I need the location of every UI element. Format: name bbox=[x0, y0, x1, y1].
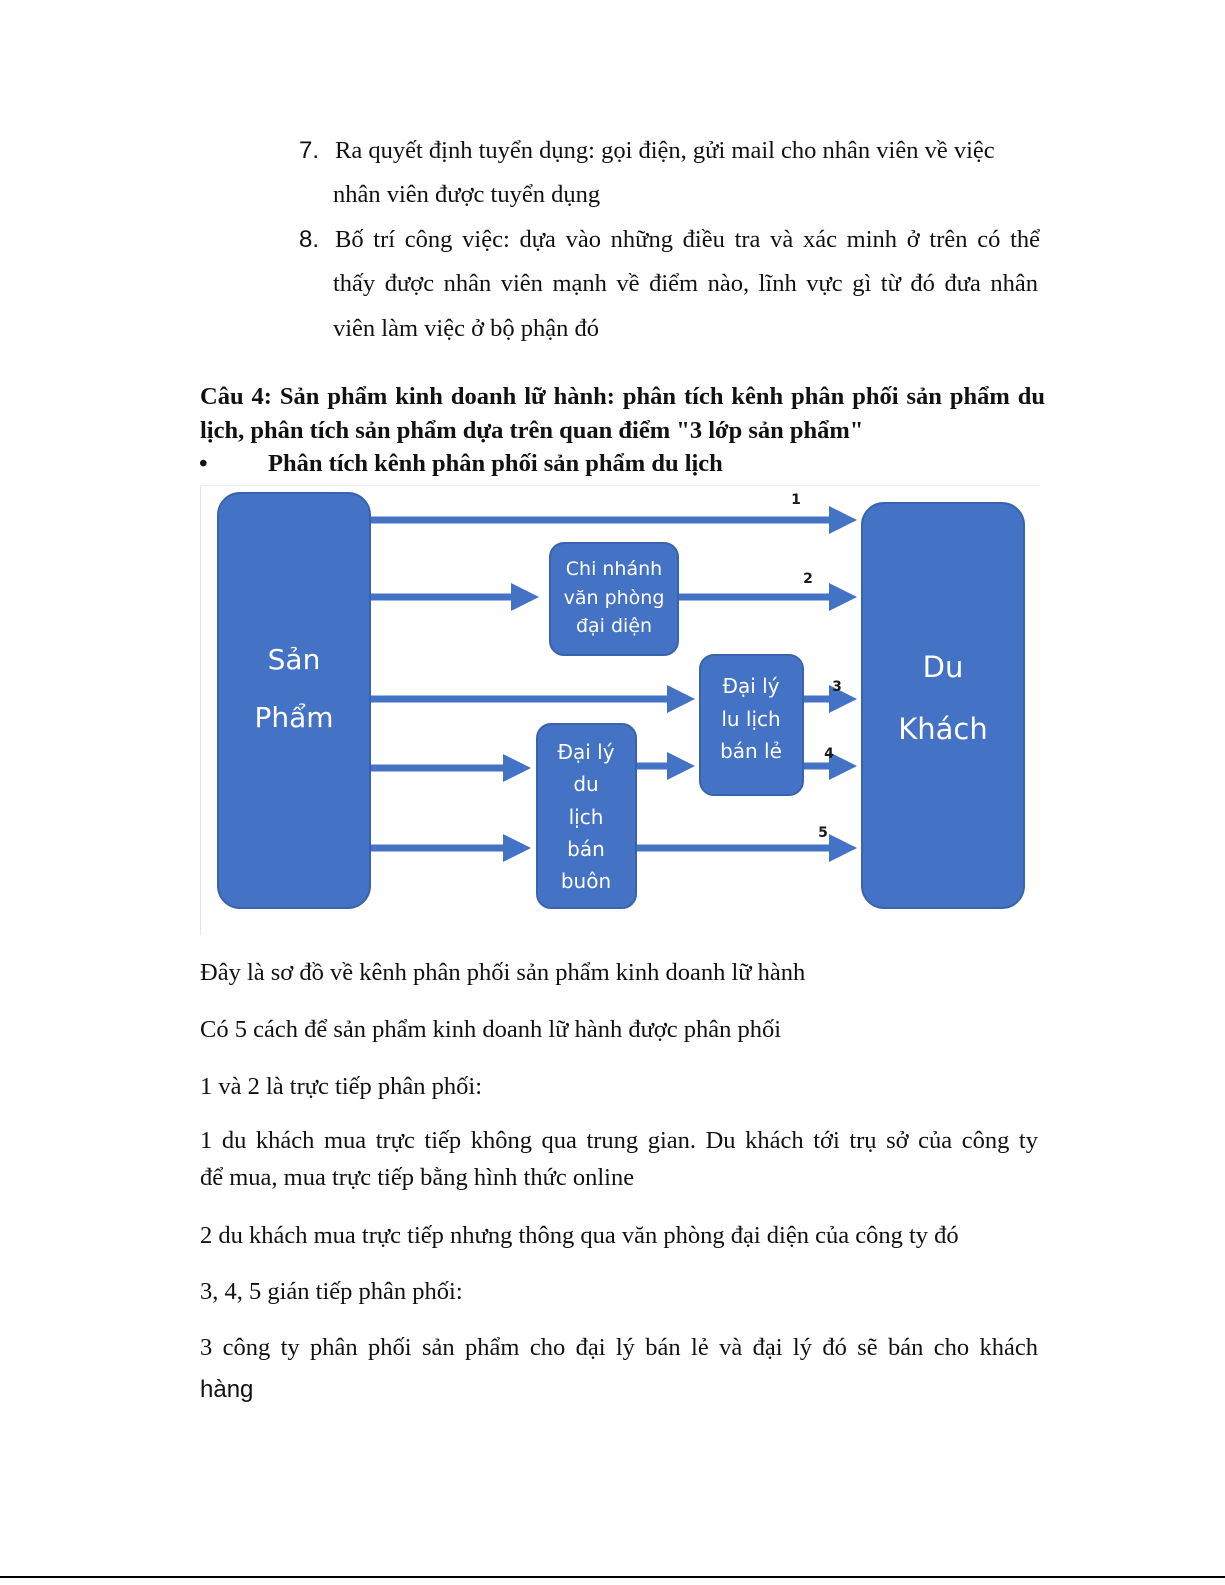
san-pham-line-2: Phẩm bbox=[254, 701, 334, 734]
list-number-7: 7. bbox=[299, 137, 320, 164]
channel-label-5: 5 bbox=[818, 825, 828, 841]
paragraph-7-line-2: hàng bbox=[200, 1376, 254, 1403]
ban-le-line-3: bán lẻ bbox=[720, 739, 782, 763]
paragraph-4-line-2: để mua, mua trực tiếp bằng hình thức online bbox=[200, 1164, 635, 1191]
list-item-8-line-1: Bố trí công việc: dựa vào những điều tra và xác minh ở trên có thể bbox=[335, 226, 1040, 253]
list-number-8: 8. bbox=[299, 226, 320, 253]
du-khach-box bbox=[862, 503, 1024, 908]
list-item-8-line-2: thấy được nhân viên mạnh về điểm nào, lĩnh vực gì từ đó đưa nhân bbox=[333, 270, 1038, 297]
list-item-7-line-2: nhân viên được tuyển dụng bbox=[333, 181, 601, 208]
du-khach-line-2: Khách bbox=[898, 712, 988, 746]
ban-buon-line-3: lịch bbox=[568, 805, 604, 829]
distribution-channel-diagram bbox=[200, 485, 1040, 935]
channel-label-1: 1 bbox=[791, 492, 801, 508]
paragraph-3: 1 và 2 là trực tiếp phân phối: bbox=[200, 1073, 483, 1100]
san-pham-line-1: Sản bbox=[267, 643, 321, 676]
du-khach-line-1: Du bbox=[922, 650, 964, 684]
list-item-7-line-1: Ra quyết định tuyển dụng: gọi điện, gửi mail cho nhân viên về việc bbox=[335, 137, 995, 164]
paragraph-2: Có 5 cách để sản phẩm kinh doanh lữ hành được phân phối bbox=[200, 1016, 782, 1043]
channel-label-4: 4 bbox=[824, 746, 834, 762]
question-heading: Câu 4: Sản phẩm kinh doanh lữ hành: phân tích kênh phân phối sản phẩm du lịch, phân tích sản phẩm dựa trên quan điểm "3 lớp sản phẩm" bbox=[200, 383, 1045, 444]
page-bottom-rule bbox=[0, 1576, 1225, 1578]
paragraph-4-line-1: 1 du khách mua trực tiếp không qua trung gian. Du khách tới trụ sở của công ty bbox=[200, 1127, 1038, 1154]
chi-nhanh-line-2: văn phòng bbox=[563, 587, 665, 609]
ban-buon-line-2: du bbox=[573, 772, 599, 796]
chi-nhanh-line-1: Chi nhánh bbox=[565, 558, 663, 580]
paragraph-6: 3, 4, 5 gián tiếp phân phối: bbox=[200, 1278, 463, 1305]
channel-label-2: 2 bbox=[803, 571, 813, 587]
ban-le-line-1: Đại lý bbox=[722, 674, 780, 698]
ban-buon-line-1: Đại lý bbox=[557, 740, 615, 764]
list-item-8-line-3: viên làm việc ở bộ phận đó bbox=[333, 315, 600, 342]
bullet-symbol: • bbox=[199, 450, 208, 477]
ban-le-line-2: lu lịch bbox=[721, 707, 781, 731]
paragraph-1: Đây là sơ đồ về kênh phân phối sản phẩm kinh doanh lữ hành bbox=[200, 959, 806, 986]
paragraph-5: 2 du khách mua trực tiếp nhưng thông qua văn phòng đại diện của công ty đó bbox=[200, 1222, 959, 1249]
channel-label-3: 3 bbox=[832, 679, 842, 695]
chi-nhanh-line-3: đại diện bbox=[575, 615, 653, 637]
ban-buon-line-4: bán bbox=[567, 837, 605, 861]
paragraph-7-line-1: 3 công ty phân phối sản phẩm cho đại lý bán lẻ và đại lý đó sẽ bán cho khách bbox=[200, 1334, 1038, 1361]
bullet-heading: Phân tích kênh phân phối sản phẩm du lịch bbox=[268, 450, 723, 477]
ban-buon-line-5: buôn bbox=[560, 869, 612, 893]
